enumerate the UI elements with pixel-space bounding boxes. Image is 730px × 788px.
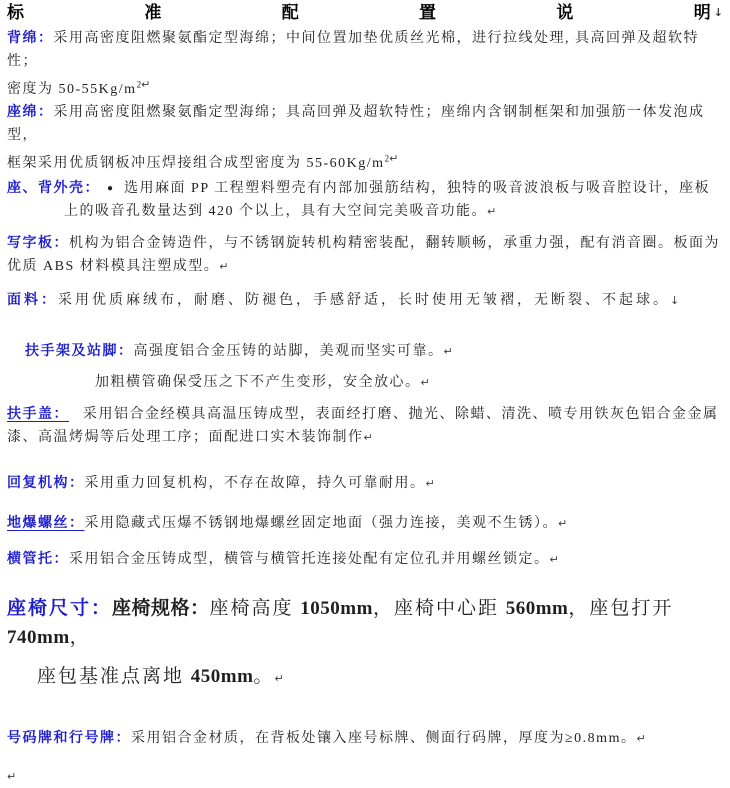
section-label: 面料： xyxy=(7,293,58,308)
section-text: 采用重力回复机构，不存在故障，持久可靠耐用。 xyxy=(84,476,426,491)
document-page xyxy=(0,3,730,788)
paragraph-mark: ↵ xyxy=(7,770,17,783)
section-text: 座包基准点离地 xyxy=(37,666,191,687)
section-text: ，座椅中心距 xyxy=(372,598,506,619)
paragraph-mark: ↵ xyxy=(558,517,568,530)
bullet-icon: ● xyxy=(107,183,114,194)
section-text: 采用优质麻绒布，耐磨、防褪色，手感舒适，长时使用无皱褶，无断裂、不起球。 xyxy=(58,293,670,308)
section-label: 扶手架及站脚： xyxy=(25,344,134,359)
section-text: 采用高密度阻燃聚氨酯定型海绵；具高回弹及超软特性；座绵内含钢制框架和加强筋一体发泡成型， xyxy=(7,105,705,143)
paragraph-mark: ↵ xyxy=(549,553,559,566)
paragraph-mark: ↵ xyxy=(636,732,646,745)
paragraph-mark: ↵ xyxy=(425,477,435,490)
paragraph-mark: ↵ xyxy=(487,205,497,218)
paragraph-mark: ↵ xyxy=(141,78,151,91)
section-text: ，座包打开 xyxy=(568,598,674,619)
paragraph-return-mechanism xyxy=(7,472,723,495)
paragraph-writing-tablet xyxy=(7,232,723,278)
dimension-value: 450mm xyxy=(190,666,254,687)
title-char: 明 xyxy=(693,3,711,22)
document-title xyxy=(7,3,723,23)
paragraph-seat-dimensions-line2 xyxy=(37,662,723,693)
section-text: ， xyxy=(69,627,91,648)
title-char: 配 xyxy=(281,3,299,22)
section-label: 座、背外壳： xyxy=(7,181,100,196)
section-label: 回复机构： xyxy=(7,476,85,491)
paragraph-back-foam xyxy=(7,27,723,101)
paragraph-shell xyxy=(7,177,723,223)
section-text: 高强度铝合金压铸的站脚，美观而坚实可靠。 xyxy=(133,344,444,359)
section-text: 采用隐藏式压爆不锈钢地爆螺丝固定地面（强力连接，美观不生锈）。 xyxy=(84,516,558,531)
dimension-value: 560mm xyxy=(505,598,569,619)
dimension-value: 740mm xyxy=(7,627,70,648)
superscript: 2 xyxy=(136,79,142,90)
paragraph-crossbar-bracket xyxy=(7,548,723,571)
paragraph-mark: ↵ xyxy=(363,431,373,444)
section-text: 采用铝合金经模具高温压铸成型，表面经打磨、抛光、除蜡、清洗、喷专用铁灰色铝合金金属 xyxy=(83,407,719,422)
section-label: 写字板： xyxy=(7,236,69,251)
section-label: 座椅尺寸： xyxy=(7,598,113,619)
line-break-mark: ↓ xyxy=(670,294,680,307)
section-text: 机构为铝合金铸造件，与不锈钢旋转机构精密装配，翻转顺畅，承重力强，配有消音圈。板面为 xyxy=(69,236,720,251)
paragraph-mark: ↵ xyxy=(443,345,453,358)
paragraph-anchor-bolt xyxy=(7,512,723,535)
section-text: 采用高密度阻燃聚氨酯定型海绵；中间位置加垫优质丝光棉，进行拉线处理, 具高回弹及超软特性； xyxy=(7,31,699,69)
section-text: 。 xyxy=(253,666,275,687)
sub-label: 座椅规格： xyxy=(112,598,210,619)
section-label: 背绵： xyxy=(7,31,54,46)
section-text: 优质 ABS 材料模具注塑成型。 xyxy=(7,259,220,274)
section-text: 框架采用优质钢板冲压焊接组合成型密度为 55-60Kg/m xyxy=(7,156,385,171)
section-label: 扶手盖： xyxy=(7,407,69,422)
section-text: 采用铝合金压铸成型，横管与横管托连接处配有定位孔并用螺丝锁定。 xyxy=(69,552,550,567)
paragraph-seat-foam xyxy=(7,101,723,175)
title-char: 标 xyxy=(7,3,24,22)
paragraph-number-plates xyxy=(7,727,723,750)
paragraph-mark: ↵ xyxy=(389,152,399,165)
title-text xyxy=(7,3,711,23)
section-text: 选用麻面 PP 工程塑料塑壳有内部加强筋结构，独特的吸音波浪板与吸音腔设计，座板 xyxy=(124,181,711,196)
paragraph-mark: ↵ xyxy=(219,260,229,273)
section-text: 密度为 50-55Kg/m xyxy=(7,82,137,97)
title-char: 置 xyxy=(419,3,437,22)
dimension-value: 1050mm xyxy=(300,598,373,619)
section-text: 座椅高度 xyxy=(209,598,301,619)
paragraph-empty xyxy=(7,765,723,788)
superscript: 2 xyxy=(384,153,390,164)
section-label: 座绵： xyxy=(7,105,54,120)
section-label: 号码牌和行号牌： xyxy=(7,731,131,746)
paragraph-fabric xyxy=(7,289,723,312)
line-break-mark: ↓ xyxy=(713,6,723,19)
title-char: 准 xyxy=(144,3,162,22)
paragraph-mark: ↵ xyxy=(274,672,284,685)
paragraph-armrest-frame-line2 xyxy=(95,371,723,394)
section-label: 横管托： xyxy=(7,552,69,567)
section-label: 地爆螺丝： xyxy=(7,516,85,531)
section-text: 采用铝合金材质，在背板处镶入座号标牌、侧面行码牌，厚度为≥0.8mm。 xyxy=(131,731,637,746)
paragraph-seat-dimensions-line1 xyxy=(7,594,723,652)
section-text: 加粗横管确保受压之下不产生变形，安全放心。 xyxy=(95,375,421,390)
section-text: 漆、高温烤焗等后处理工序；面配进口实木装饰制作 xyxy=(7,430,364,445)
section-text: 上的吸音孔数量达到 420 个以上，具有大空间完美吸音功能。 xyxy=(64,204,487,219)
paragraph-mark: ↵ xyxy=(420,376,430,389)
paragraph-armrest-frame-line1 xyxy=(25,340,723,363)
paragraph-armrest-cover xyxy=(7,403,723,449)
title-char: 说 xyxy=(556,3,574,22)
